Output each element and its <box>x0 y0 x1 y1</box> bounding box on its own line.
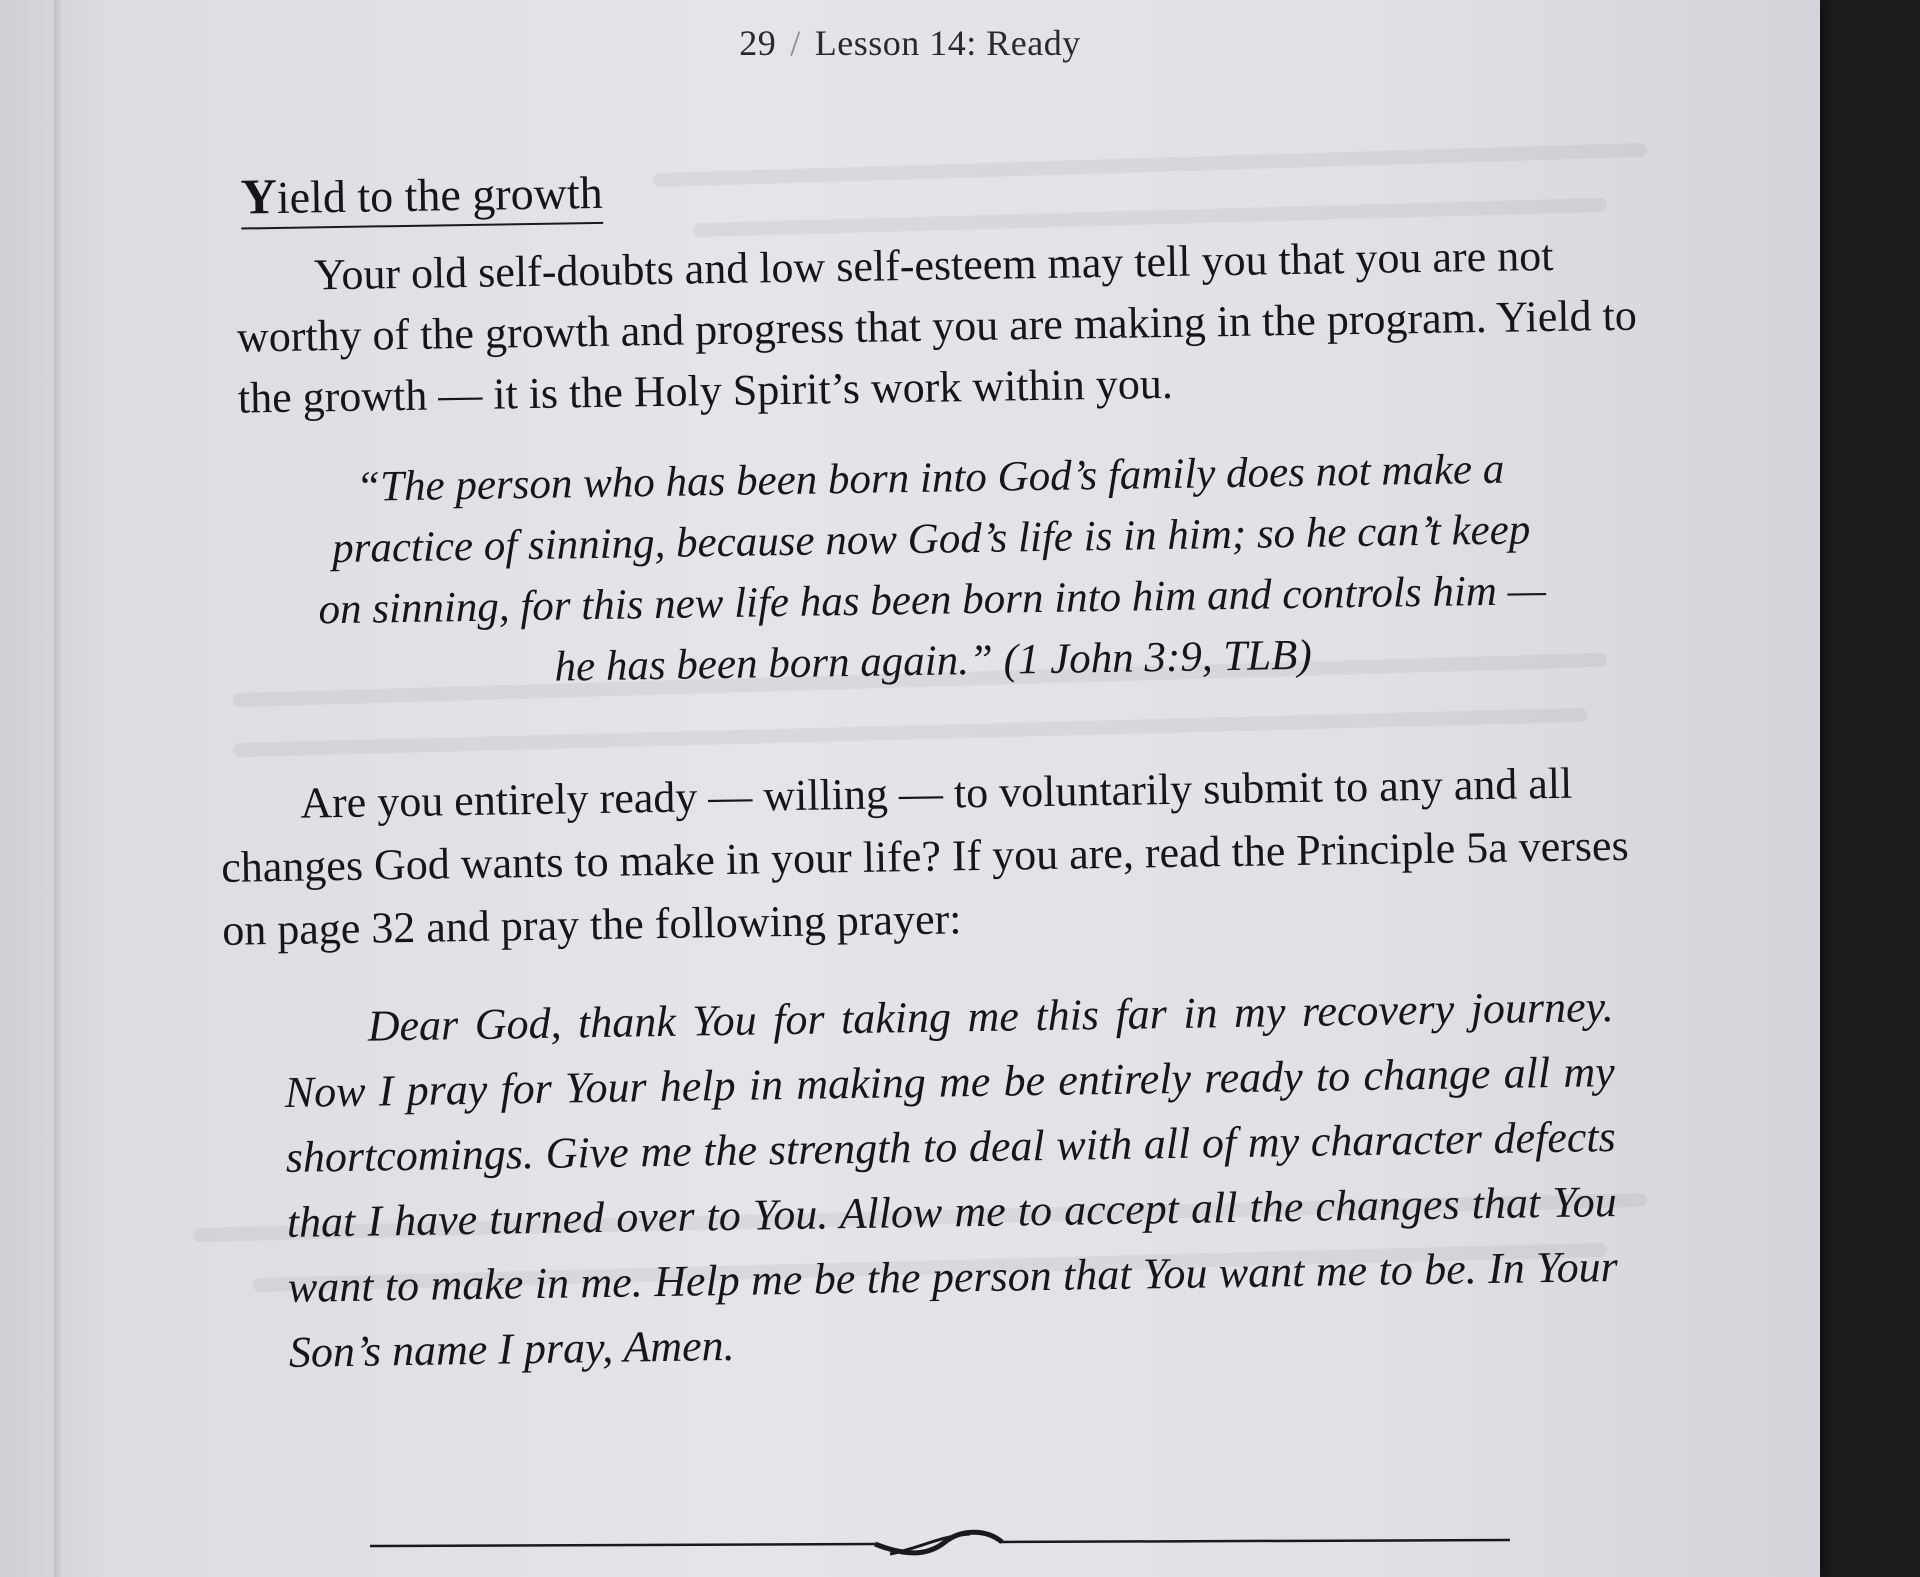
footer-ornament-rule <box>370 1524 1510 1564</box>
prayer-text: Dear God, thank You for taking me this far in my recovery journey. Now I pray for Your help in making me be entirely ready to change all my shortcomings. Give me the strength to deal with all of my character defects that I have turned over to You. Allow me to accept all the changes that You want to make in me. Help me be the person that You want me to be. In Your Son’s name I pray, Amen. <box>284 982 1619 1377</box>
paragraph-ready: Are you entirely ready — willing — to voluntarily submit to any and all changes God wants to make in your life? If you are, read the Principle 5a verses on page 32 and pray the following prayer: <box>220 758 1629 955</box>
lesson-title: Lesson 14: Ready <box>814 23 1081 63</box>
scripture-quote: “The person who has been born into God’s family does not make a practice of sinning, because now God’s life is in him; so he can’t keep on sinning, for this new life has been born into him and controls him — he has been born again.” (1 John 3:9, TLB) <box>318 445 1547 691</box>
section-heading-text: ield to the growth <box>276 166 604 223</box>
running-head <box>0 22 1820 64</box>
paragraph-yield: Your old self-doubts and low self-esteem may tell you that you are not worthy of the growth and progress that you are making in the program. Yield to the growth — it is the Holy Spirit’s work within you. <box>236 230 1638 423</box>
page-number: 29 <box>739 23 777 63</box>
section-heading <box>240 162 603 230</box>
page-body <box>210 127 1689 1386</box>
section-heading-initial: Y <box>240 167 278 225</box>
running-head-separator: / <box>790 23 801 63</box>
